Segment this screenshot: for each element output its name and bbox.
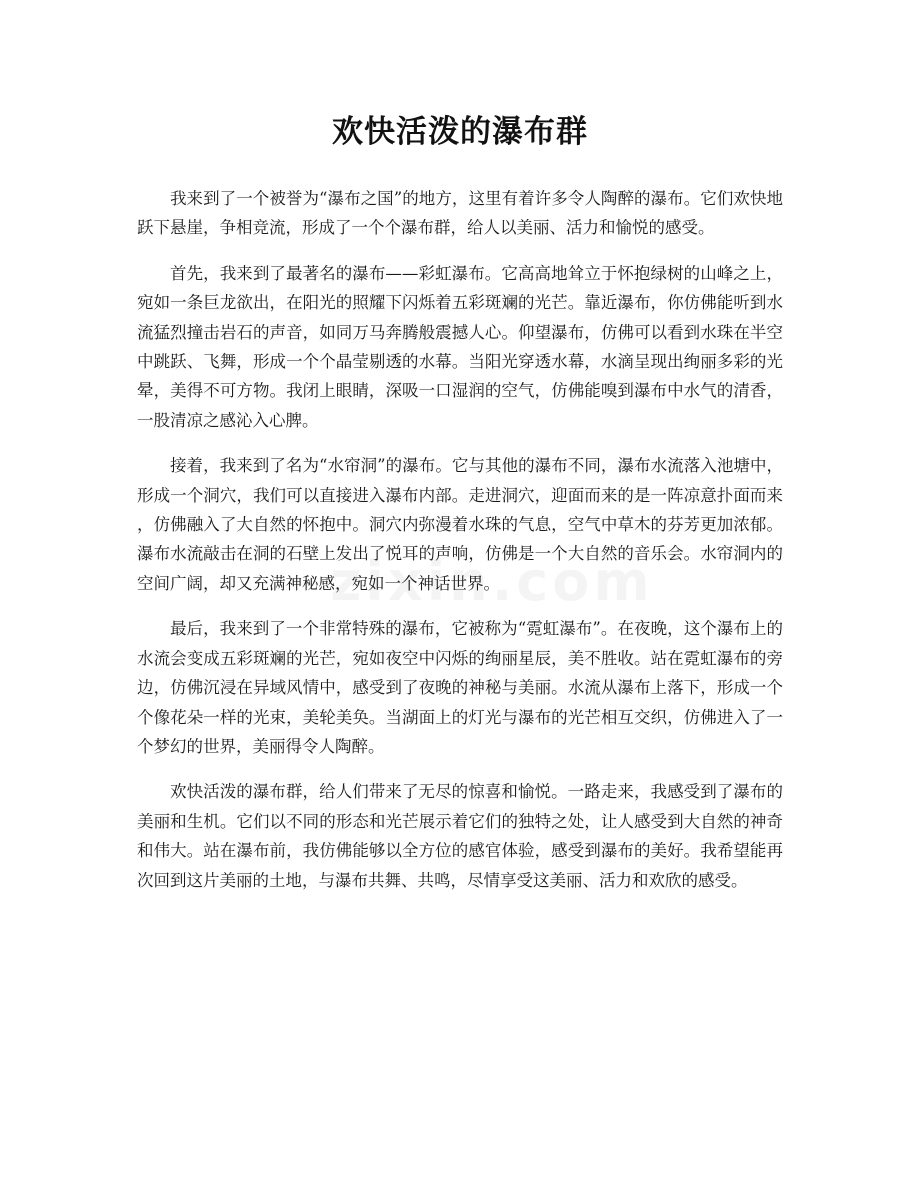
paragraph-1: 我来到了一个被誉为“瀑布之国”的地方，这里有着许多令人陶醉的瀑布。它们欢快地跃下悬崖，争相竞流，形成了一个个瀑布群，给人以美丽、活力和愉悦的感受。 [137,189,783,238]
page-title: 欢快活泼的瀑布群 [332,114,588,150]
paragraph-5: 欢快活泼的瀑布群，给人们带来了无尽的惊喜和愉悦。一路走来，我感受到了瀑布的美丽和生机。它们以不同的形态和光芒展示着它们的独特之处，让人感受到大自然的神奇和伟大。站在瀑布前，我仿佛能够以全方位的感官体验，感受到瀑布的美好。我希望能再次回到这片美丽的土地，与瀑布共舞、共鸣，尽情享受这美丽、活力和欢欣的感受。 [137,782,783,890]
paragraph-4: 最后，我来到了一个非常特殊的瀑布，它被称为“霓虹瀑布”。在夜晚，这个瀑布上的水流会变成五彩斑斓的光芒，宛如夜空中闪烁的绚丽星辰，美不胜收。站在霓虹瀑布的旁边，仿佛沉浸在异域风情中，感受到了夜晚的神秘与美丽。水流从瀑布上落下，形成一个个像花朵一样的光束，美轮美奂。当湖面上的灯光与瀑布的光芒相互交织，仿佛进入了一个梦幻的世界，美丽得令人陶醉。 [137,619,783,756]
article-body [137,184,783,911]
paragraph-2: 首先，我来到了最著名的瀑布——彩虹瀑布。它高高地耸立于怀抱绿树的山峰之上，宛如一条巨龙欲出，在阳光的照耀下闪烁着五彩斑斓的光芒。靠近瀑布，你仿佛能听到水流猛烈撞击岩石的声音，如同万马奔腾般震撼人心。仰望瀑布，仿佛可以看到水珠在半空中跳跃、飞舞，形成一个个晶莹剔透的水幕。当阳光穿透水幕，水滴呈现出绚丽多彩的光晕，美得不可方物。我闭上眼睛，深吸一口湿润的空气，仿佛能嗅到瀑布中水气的清香，一股清凉之感沁入心脾。 [137,263,783,430]
paragraph-3: 接着，我来到了名为“水帘洞”的瀑布。它与其他的瀑布不同，瀑布水流落入池塘中，形成一个洞穴，我们可以直接进入瀑布内部。走进洞穴，迎面而来的是一阵凉意扑面而来，仿佛融入了大自然的怀抱中。洞穴内弥漫着水珠的气息，空气中草木的芬芳更加浓郁。瀑布水流敲击在洞的石壁上发出了悦耳的声响，仿佛是一个大自然的音乐会。水帘洞内的空间广阔，却又充满神秘感，宛如一个神话世界。 [137,456,783,593]
